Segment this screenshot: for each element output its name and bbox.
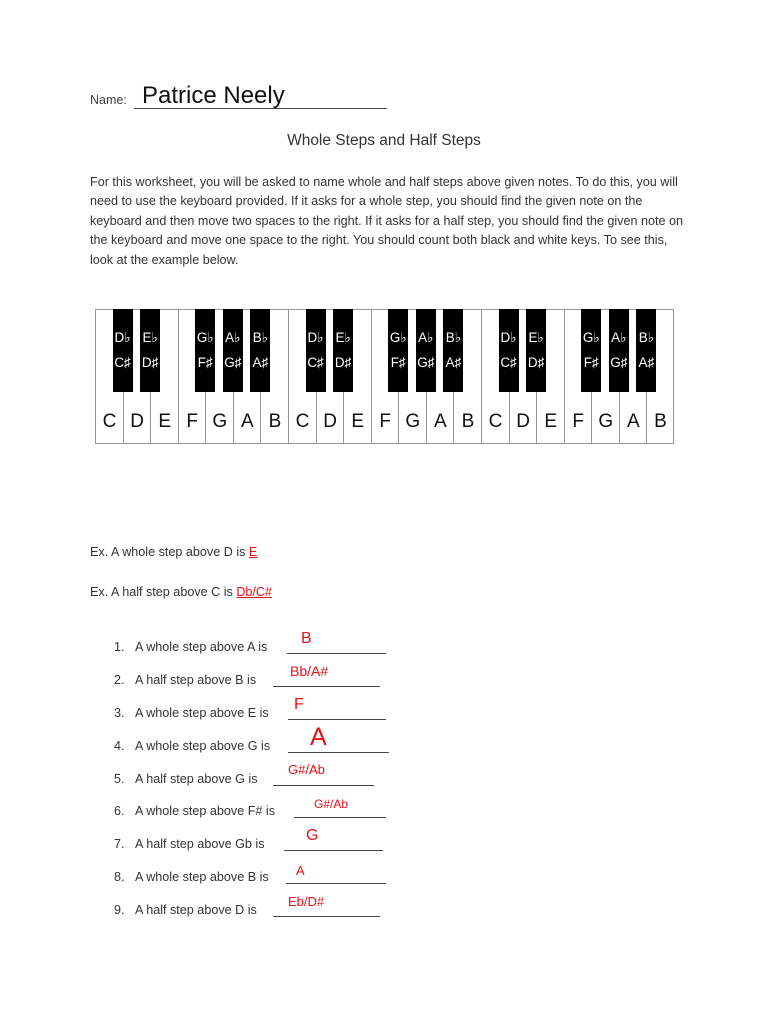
question-number: 4. [114,739,125,753]
white-key-label: C [102,411,117,432]
white-key-label: B [268,411,282,432]
black-key [388,309,408,392]
name-label: Name: [90,93,127,107]
answer-blank[interactable] [287,653,386,654]
black-key-label: B♭ A♯ [445,330,462,370]
answer-blank[interactable] [284,850,383,851]
answer-blank[interactable] [273,916,380,917]
question-item [114,696,414,730]
black-key-label: E♭ D♯ [141,330,159,370]
black-key-label: A♭ G♯ [610,330,628,370]
answer-blank[interactable] [294,817,386,818]
handwritten-answer: F [294,696,304,713]
black-key-label: B♭ A♯ [638,330,655,370]
black-key [113,309,133,392]
black-key-label: A♭ G♯ [224,330,242,370]
handwritten-answer: Bb/A# [290,663,329,679]
handwritten-answer: G#/Ab [288,762,325,777]
example-text: Ex. A half step above C is [90,585,237,599]
black-key [306,309,326,392]
question-number: 9. [114,903,125,917]
handwritten-answer: A [296,863,305,878]
black-key [443,309,463,392]
question-text: A half step above Gb is [135,837,265,851]
question-text: A whole step above A is [135,640,268,654]
black-key-label: G♭ F♯ [389,330,407,370]
question-number: 3. [114,706,125,720]
black-key [526,309,546,392]
question-item [114,863,414,894]
white-key-label: C [295,411,310,432]
question-number: 6. [114,804,125,818]
black-key-label: D♭ C♯ [500,330,517,370]
white-key-label: A [241,411,254,432]
question-item [114,723,414,763]
answer-blank[interactable] [286,883,386,884]
handwritten-answer: G [306,827,319,844]
black-key [581,309,601,392]
answer-blank[interactable] [273,785,374,786]
example-text: Ex. A whole step above D is [90,545,249,559]
question-item [114,663,414,697]
white-key-label: D [516,411,530,432]
white-key-label: F [572,411,585,432]
white-key-label: F [379,411,392,432]
black-key [499,309,519,392]
question-number: 1. [114,640,125,654]
white-key-label: B [461,411,475,432]
question-number: 5. [114,772,125,786]
question-text: A half step above G is [135,772,258,786]
question-text: A half step above D is [135,903,257,917]
handwritten-answer: G#/Ab [314,797,349,811]
white-key-label: F [186,411,199,432]
black-key [609,309,629,392]
instructions-paragraph: For this worksheet, you will be asked to name whole and half steps above given notes. To do this, you will need to use the keyboard provided. If it asks for a whole step, you should find the given note on the keyboard and then move two spaces to the right. If it asks for a half step, you should find the given note on the keyboard and move one space to the right. You should count both black and white keys. To see this, look at the example below. [90,175,683,267]
black-key [333,309,353,392]
white-key-label: A [434,411,447,432]
handwritten-answer: A [310,723,327,751]
white-key-label: E [158,411,172,432]
worksheet-title: Whole Steps and Half Steps [287,132,481,149]
black-key [140,309,160,392]
black-key-label: A♭ G♯ [417,330,435,370]
white-key-label: E [351,411,365,432]
black-key [416,309,436,392]
black-key [223,309,243,392]
white-key-label: B [654,411,667,432]
question-number: 7. [114,837,125,851]
white-key-label: D [130,411,144,432]
answer-blank[interactable] [273,686,380,687]
question-item [114,894,414,927]
example-half-step [90,585,272,599]
black-key-label: G♭ F♯ [196,330,214,370]
question-text: A whole step above E is [135,706,269,720]
example-whole-step [90,545,257,559]
example-answer: E [248,545,258,559]
student-name: Patrice Neely [142,82,285,109]
black-key [636,309,656,392]
question-text: A whole step above F# is [135,804,276,818]
question-item [114,797,414,828]
black-key [250,309,270,392]
black-key-label: E♭ D♯ [334,330,352,370]
black-key [195,309,215,392]
black-key-label: D♭ C♯ [114,330,131,370]
question-item [114,630,414,664]
white-key-label: G [405,411,421,432]
white-key-label: D [323,411,337,432]
black-key-label: B♭ A♯ [252,330,269,370]
white-key-label: G [598,411,614,432]
answer-blank[interactable] [288,719,386,720]
question-text: A half step above B is [135,673,257,687]
handwritten-answer: B [301,630,312,647]
question-item [114,827,414,861]
question-text: A whole step above G is [135,739,271,753]
piano-keyboard [95,309,674,446]
white-key-label: E [544,411,558,432]
question-number: 8. [114,870,125,884]
question-item [114,762,414,796]
question-number: 2. [114,673,125,687]
white-key-label: A [627,411,640,432]
black-key-label: E♭ D♯ [527,330,545,370]
white-key-label: C [488,411,503,432]
black-key-label: D♭ C♯ [307,330,324,370]
white-key-label: G [212,411,228,432]
black-key-label: G♭ F♯ [582,330,600,370]
answer-blank[interactable] [288,752,389,753]
example-answer: Db/C# [236,585,273,599]
name-line [90,84,410,110]
handwritten-answer: Eb/D# [288,894,325,909]
question-text: A whole step above B is [135,870,269,884]
